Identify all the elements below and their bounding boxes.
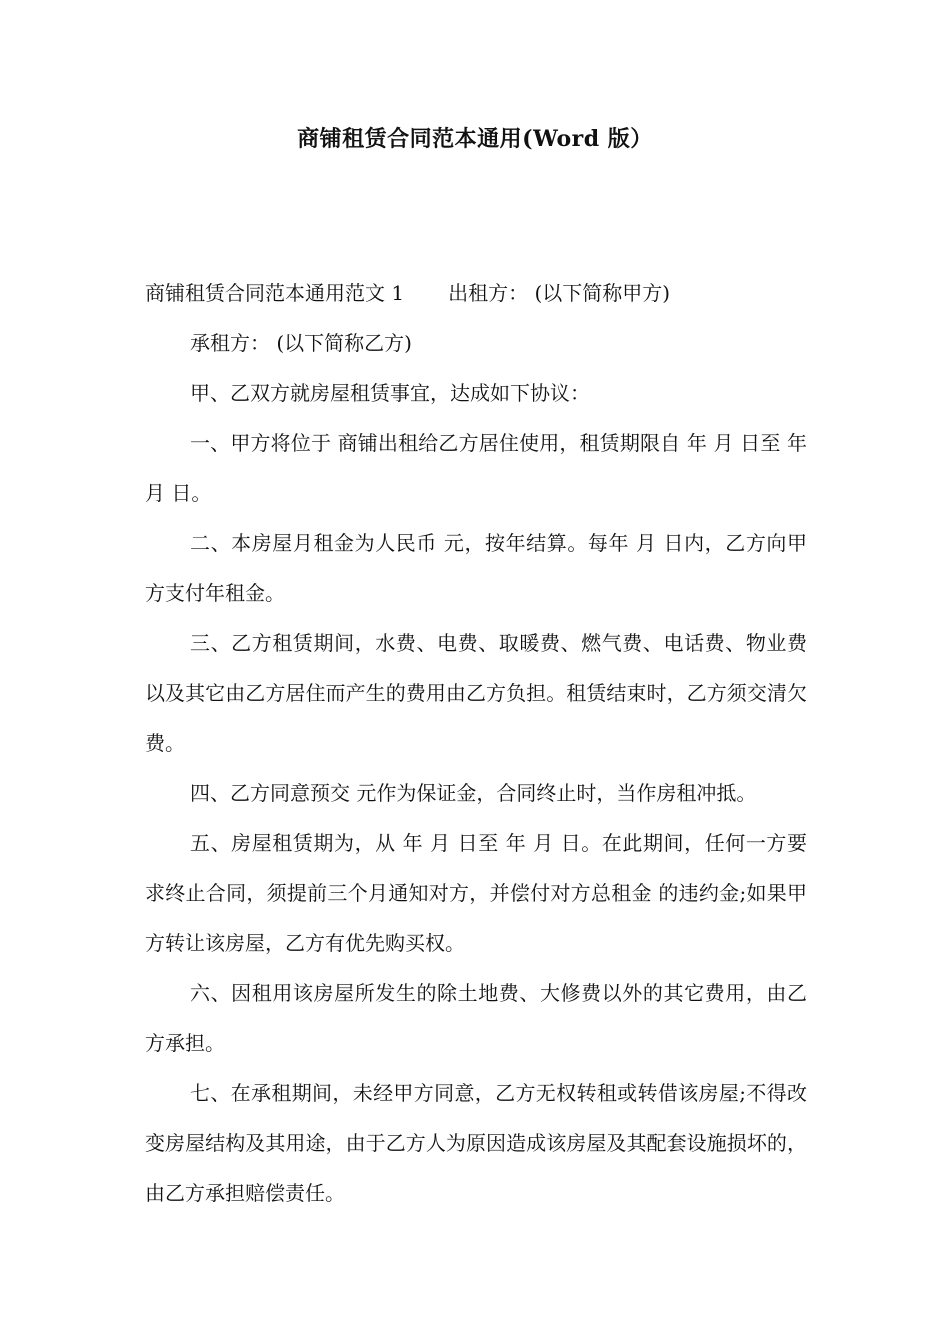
clause-1: 一、甲方将位于 商铺出租给乙方居住使用，租赁期限自 年 月 日至 年 月 日。 — [145, 431, 807, 505]
document-body — [145, 268, 807, 1218]
clause-5: 五、房屋租赁期为，从 年 月 日至 年 月 日。在此期间，任何一方要求终止合同，须提前三个月通知对方，并偿付对方总租金 的违约金;如果甲方转让该房屋，乙方有优先购买权。 — [145, 831, 807, 955]
agreement-intro: 甲、乙双方就房屋租赁事宜，达成如下协议： — [190, 381, 590, 405]
clause-3: 三、乙方租赁期间，水费、电费、取暖费、燃气费、电话费、物业费以及其它由乙方居住而产生的费用由乙方负担。租赁结束时，乙方须交清欠费。 — [145, 631, 807, 755]
intro-line — [145, 268, 807, 318]
lessor-line: 出租方： (以下简称甲方) — [448, 281, 671, 305]
document-title: 商铺租赁合同范本通用(Word 版） — [297, 126, 653, 152]
clause-6: 六、因租用该房屋所发生的除土地费、大修费以外的其它费用，由乙方承担。 — [145, 981, 807, 1055]
sample-heading: 商铺租赁合同范本通用范文 1 — [145, 281, 405, 305]
lessee-line: 承租方： (以下简称乙方) — [190, 331, 412, 355]
clause-2: 二、本房屋月租金为人民币 元，按年结算。每年 月 日内，乙方向甲方支付年租金。 — [145, 531, 807, 605]
clause-4: 四、乙方同意预交 元作为保证金，合同终止时，当作房租冲抵。 — [190, 781, 757, 805]
clause-7: 七、在承租期间，未经甲方同意，乙方无权转租或转借该房屋;不得改变房屋结构及其用途，由于乙方人为原因造成该房屋及其配套设施损坏的，由乙方承担赔偿责任。 — [145, 1081, 807, 1205]
